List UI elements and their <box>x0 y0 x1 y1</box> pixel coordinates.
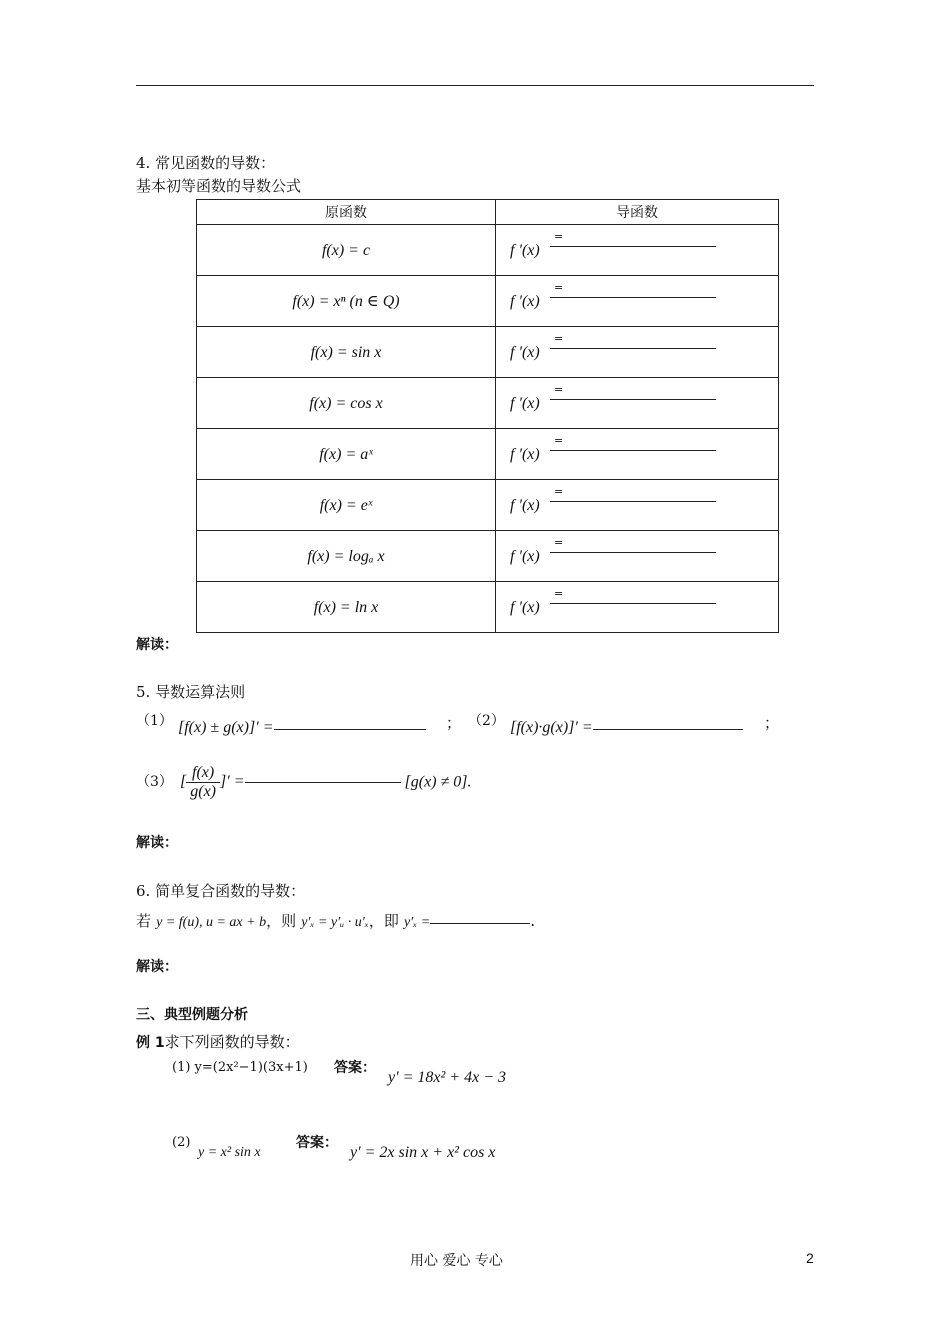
chain-rule-lhs: y′ₓ = <box>403 915 431 930</box>
header-original-function: 原函数 <box>197 200 496 225</box>
rule-1-number: （1） <box>136 713 173 729</box>
function-formula: f(x) = sin x <box>310 344 382 361</box>
function-formula: f(x) = aˣ <box>319 446 373 463</box>
derivative-table <box>196 199 779 633</box>
derivative-blank: f ′(x) = <box>510 495 716 515</box>
derivative-blank: f ′(x) = <box>510 444 716 464</box>
composite-condition: y = f(u), u = ax + b <box>156 915 267 930</box>
derivative-blank: f ′(x) = <box>510 393 716 413</box>
derivative-blank: f ′(x) = <box>510 342 716 362</box>
chain-rule: y′ₓ = y′ᵤ · u′ₓ <box>301 915 369 930</box>
rule-3-number: （3） <box>136 774 173 790</box>
table-row <box>197 429 779 480</box>
answer-label-1: 答案： <box>334 1060 376 1076</box>
derivative-blank: f ′(x) = <box>510 546 716 566</box>
function-formula: f(x) = c <box>321 242 371 259</box>
table-row <box>197 378 779 429</box>
example-1-heading: 例 1求下列函数的导数： <box>136 1033 300 1051</box>
rule-3-expression: [ $\frac{f(x)}{g(x)}$ ]′ = [g(x) ≠ 0]. <box>180 764 472 800</box>
section-4-subtitle: 基本初等函数的导数公式 <box>136 177 302 195</box>
section-5-title: 5. 导数运算法则 <box>136 683 246 701</box>
function-formula: f(x) = xⁿ (n ∈ Q) <box>292 293 400 310</box>
rule-separator-1: ； <box>446 714 462 732</box>
function-formula: f(x) = ln x <box>313 599 379 616</box>
section-3-title: 三、典型例题分析 <box>136 1007 248 1023</box>
table-row <box>197 480 779 531</box>
question-2: y = x² sin x <box>198 1145 261 1160</box>
header-rule <box>136 85 814 86</box>
composite-rule-line: 若 y = f(u), u = ax + b，则 y′ₓ = y′ᵤ · u′ₓ，即 y′ₓ = . <box>136 911 536 930</box>
header-derivative: 导函数 <box>496 200 779 225</box>
table-header-row <box>197 200 779 225</box>
footer-motto: 用心 爱心 专心 <box>410 1253 503 1269</box>
section-6-title: 6. 简单复合函数的导数： <box>136 882 306 900</box>
derivative-blank: f ′(x) = <box>510 291 716 311</box>
table-row <box>197 582 779 633</box>
page-number: 2 <box>806 1250 814 1266</box>
table-row <box>197 327 779 378</box>
jiedu-label-1: 解读： <box>136 637 178 653</box>
derivative-blank: f ′(x) = <box>510 597 716 617</box>
derivative-blank: f ′(x) = <box>510 240 716 260</box>
jiedu-label-3: 解读： <box>136 959 178 975</box>
rule-separator-2: ； <box>764 714 780 732</box>
table-row <box>197 531 779 582</box>
question-1: (1) y=(2x²−1)(3x+1) <box>172 1060 308 1075</box>
rule-2-number: （2） <box>468 713 505 729</box>
question-2-number: (2) <box>172 1135 191 1150</box>
function-formula: f(x) = eˣ <box>319 497 373 514</box>
rule-2-expression: [f(x)·g(x)]′ = <box>510 719 743 737</box>
jiedu-label-2: 解读： <box>136 835 178 851</box>
answer-label-2: 答案： <box>296 1135 338 1151</box>
answer-1: y′ = 18x² + 4x − 3 <box>388 1069 506 1086</box>
section-4-title: 4. 常见函数的导数： <box>136 154 276 172</box>
rule-1-expression: [f(x) ± g(x)]′ = <box>178 719 426 737</box>
quotient-fraction: $\frac{f(x)}{g(x)}$ <box>186 764 220 801</box>
function-formula: f(x) = cos x <box>309 395 383 412</box>
table-row <box>197 276 779 327</box>
function-formula: f(x) = logₐ x <box>307 548 385 565</box>
table-row <box>197 225 779 276</box>
answer-2: y′ = 2x sin x + x² cos x <box>350 1144 496 1161</box>
